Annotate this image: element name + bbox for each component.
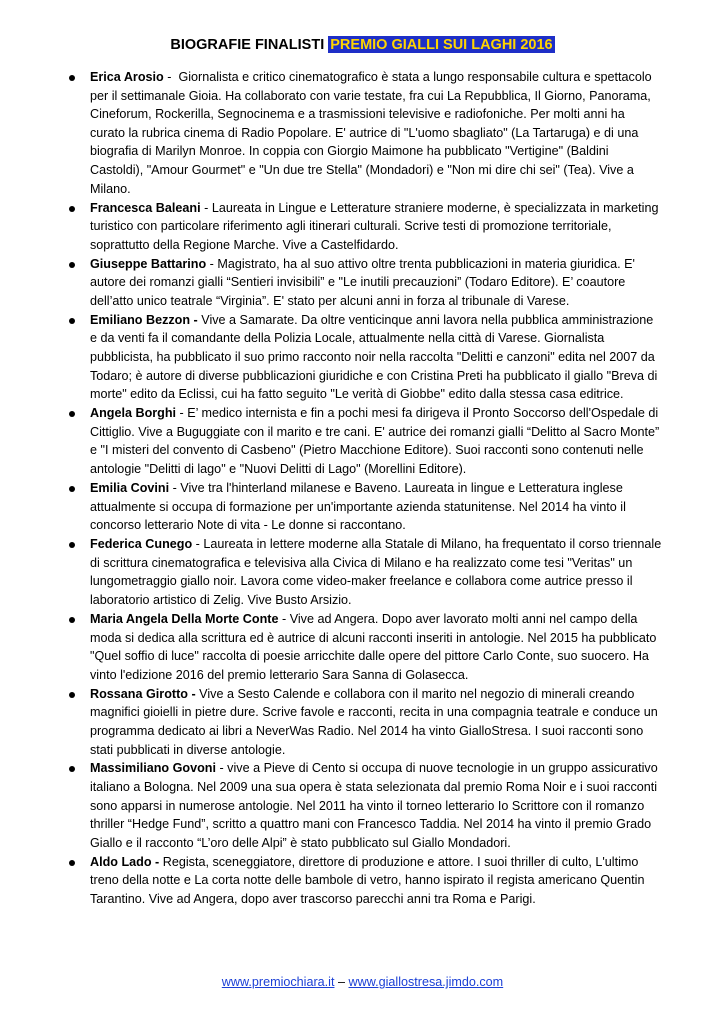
biography-entry [64,610,662,684]
bullet-icon [69,262,75,268]
entry-text: Laureata in lettere moderne alla Statale di Milano, ha frequentato il corso triennale di scrittura cinematografica e televisiva alla Civica di Milano e ha realizzato come tesi "Veritas" un lungometraggio giallo noir. Lavora come video-maker freelance e collabora come autrice presso il laboratorio artistico di Zelig. Vive Busto Arsizio. [90,537,662,607]
entry-separator: - [278,611,290,626]
entry-name: Maria Angela Della Morte Conte [90,611,279,626]
footer-separator: – [334,975,349,989]
entry-name: Aldo Lado - [90,854,160,869]
biography-entry [64,255,662,311]
entry-name: Giuseppe Battarino [90,256,207,271]
entry-separator: - [169,481,181,496]
entry-text: Vive a Samarate. Da oltre venticinque anni lavora nella pubblica amministrazione e da venti fa il comandante della Polizia Locale, attualmente nella città di Varese. Giornalista pubblicista, ha pubblicato il suo primo racconto noir nella raccolta "Delitti e canzoni" edita nel 2007 da Todaro; è autore di diverse pubblicazioni giuridiche e con Cristina Preti ha pubblicato il giallo "Breva di morte" edito da Eclissi, cui ha fatto seguito "Le verità di Giobbe" edito dalla stessa casa editrice. [90,312,658,402]
entry-text: Regista, sceneggiatore, direttore di produzione e attore. I suoi thriller di culto, L'ultimo treno della notte e La corta notte delle bambole di vetro, hanno ispirato il regista americano Quentin Tarantino. Vive ad Angera, dopo aver trascorso parecchi anni tra Roma e Parigi. [90,854,645,907]
entry-name: Erica Arosio [90,70,164,84]
biography-entry [64,68,662,198]
entry-text: Laureata in Lingue e Letterature straniere moderne, è specializzata in marketing turistico con particolare riferimento agli itinerari culturali. Scrive testi di promozione territoriale, soprattutto della Regione Marche. Vive a Castelfidardo. [90,200,659,252]
entry-text: Vive ad Angera. Dopo aver lavorato molti anni nel campo della moda si dedica alla scrittura ed è autrice di alcuni racconti inseriti in antologie. Nel 2015 ha pubblicato "Quel soffio di luce" raccolta di poesie arricchite dalle opere del pittore Carlo Conte, suo suocero. Ha vinto l'edizione 2016 del premio letterario Sara Sanna di Golasecca. [90,611,657,682]
bullet-icon [69,542,75,548]
entry-separator: - [163,70,179,84]
footer-link-giallostresa[interactable]: www.giallostresa.jimdo.com [348,975,504,989]
entry-separator: - [200,200,212,215]
title-plain: BIOGRAFIE FINALISTI [170,37,325,53]
entry-name: Francesca Baleani [90,200,201,215]
bullet-icon [69,486,75,492]
entry-name: Emilia Covini [90,481,170,496]
biography-entry [64,853,662,909]
biography-entry [64,311,662,404]
footer [0,974,725,990]
entry-name: Emiliano Bezzon - [90,312,198,327]
entry-text: E’ medico internista e fin a pochi mesi fa dirigeva il Pronto Soccorso dell'Ospedale di Cittiglio. Vive a Buguggiate con il marito e tre cani. E' autrice dei romanzi gialli “Delitto al Sacro Monte” e "I misteri del convento di Casbeno" (Pietro Macchione Editore). Suoi racconti sono contenuti nelle antologie "Delitti di lago" e "Nuovi Delitti di Lago" (Morellini Editore). [90,406,660,477]
entry-text: vive a Pieve di Cento si occupa di nuove tecnologie in un gruppo assicurativo italiano a Bologna. Nel 2009 una sua opera è stata selezionata dal premio Roma Noir e i suoi racconti sono apparsi in numerose antologie. Nel 2011 ha vinto il torneo letterario Io Scrittore con il romanzo thriller “Hedge Fund”, scritto a quattro mani con Francesco Taddia. Nel 2014 ha vinto il premio Grado Giallo e il racconto “L’oro delle Alpi” è stato pubblicato sul Giallo Mondadori. [90,761,658,850]
biography-entry [64,759,662,852]
entry-text: Vive tra l'hinterland milanese e Baveno. Laureata in lingue e Letteratura inglese attualmente si occupa di formazione per un'importante azienda statunitense. Nel 2014 ha vinto il concorso letterario Note di vita - Le donne si raccontano. [90,481,626,533]
biography-entry [64,404,662,478]
entry-separator: - [206,256,218,271]
entry-name: Rossana Girotto - [90,686,196,701]
footer-link-premiochiara[interactable]: www.premiochiara.it [221,975,335,989]
biography-entry [64,479,662,535]
entry-text: Giornalista e critico cinematografico è stata a lungo responsabile cultura e spettacolo per il settimanale Gioia. Ha collaborato con varie testate, fra cui La Repubblica, Il Giorno, Panorama, Cineforum, Rockerilla, Segnocinema e a trasmissioni televisive e radiofoniche. Per molti anni ha curato la rubrica cinema di Radio Popolare. E' autrice di "L'uomo sbagliato" (La Tartaruga) e di una biografia di Marilyn Monroe. In coppia con Giorgio Maimone ha pubblicato "Vertigine" (Baldini Castoldi), "Amour Gourmet" e "Un due tre Stella" (Mondadori) e "Non mi dire chi sei" (Tea). Vive a Milano. [90,70,652,196]
biography-list [64,68,662,909]
entry-separator: - [176,406,188,421]
biography-entry [64,685,662,759]
entry-separator: - [192,537,204,552]
bullet-icon [69,206,75,212]
biography-entry [64,535,662,609]
biography-entry [64,199,662,255]
entry-name: Massimiliano Govoni [90,761,216,776]
title-highlight: PREMIO GIALLI SUI LAGHI 2016 [330,37,553,53]
entry-text: Magistrato, ha al suo attivo oltre trenta pubblicazioni in materia giuridica. E' autore dei romanzi gialli “Sentieri invisibili” e "Le inutili precauzioni” (Todaro Editore). E’ coautore dell’atto unico teatrale “Virginia”. E' stato per alcuni anni in forza al tribunale di Varese. [90,256,635,308]
bullet-icon [69,860,75,866]
entry-name: Federica Cunego [90,537,193,552]
entry-name: Angela Borghi [90,406,177,421]
bullet-icon [69,318,75,324]
bullet-icon [69,411,75,417]
bullet-icon [69,692,75,698]
bullet-icon [69,766,75,772]
page-title [0,36,725,54]
entry-text: Vive a Sesto Calende e collabora con il marito nel negozio di minerali creando magnifici gioielli in pietre dure. Scrive favole e racconti, recita in una compagnia teatrale e conduce un programma dedicato ai libri a NeverWas Radio. Nel 2014 ha vinto GialloStresa. I suoi racconti sono stati pubblicati in diverse antologie. [90,686,658,757]
bullet-icon [69,75,75,81]
entry-separator: - [215,761,228,776]
bullet-icon [69,617,75,623]
